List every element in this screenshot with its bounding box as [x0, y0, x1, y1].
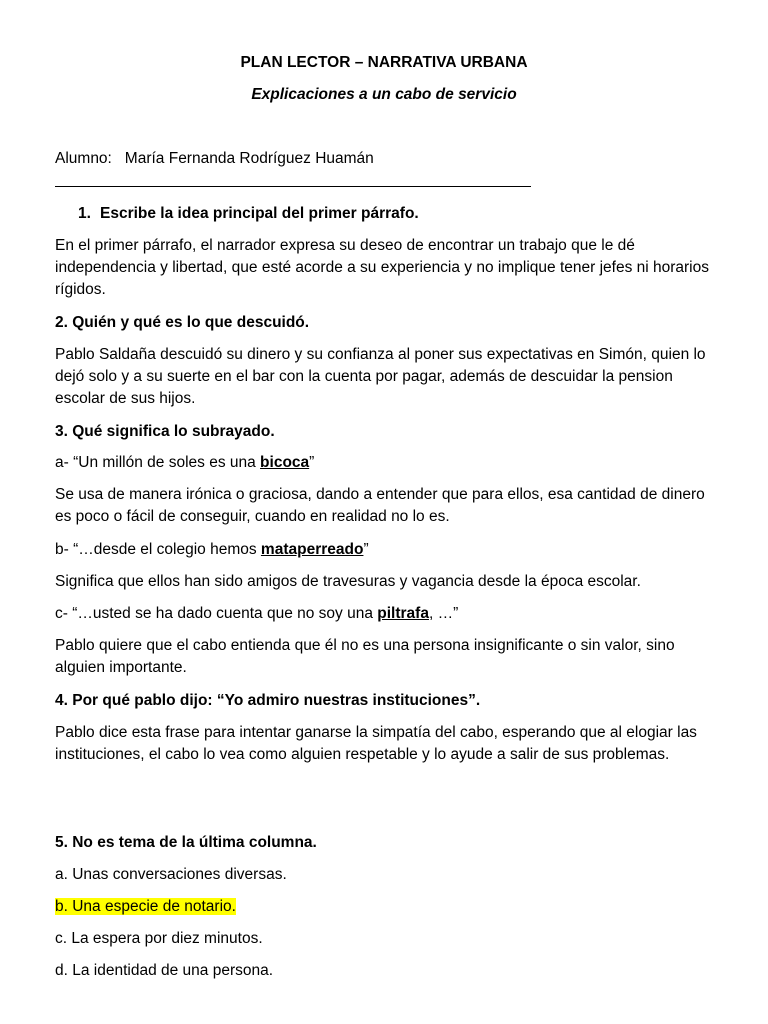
q5-option-c: c. La espera por diez minutos. — [55, 930, 263, 947]
q3c-quote: c- “…usted se ha dado cuenta que no soy una piltrafa, …” — [55, 605, 459, 622]
name-underline — [55, 186, 531, 187]
q3-heading: 3. Qué significa lo subrayado. — [55, 423, 275, 440]
q5-option-b — [55, 896, 715, 918]
student-line — [55, 148, 715, 170]
q5-heading: 5. No es tema de la última columna. — [55, 834, 317, 851]
q2-heading: 2. Quién y qué es lo que descuidó. — [55, 314, 310, 331]
q3a-quote: a- “Un millón de soles es una bicoca” — [55, 454, 315, 471]
underlined-word: piltrafa — [377, 605, 429, 622]
q1-heading: 1. Escribe la idea principal del primer párrafo. — [78, 205, 419, 222]
q3c-answer: Pablo quiere que el cabo entienda que él no es una persona insignificante o sin valor, sino alguien importante. — [55, 637, 675, 676]
student-label: Alumno: — [55, 150, 112, 167]
document-subtitle: Explicaciones a un cabo de servicio — [251, 86, 517, 103]
student-name: María Fernanda Rodríguez Huamán — [124, 150, 374, 167]
q1-answer: En el primer párrafo, el narrador expresa su deseo de encontrar un trabajo que le dé independencia y libertad, que esté acorde a su experiencia y no implique tener jefes ni horarios rígidos. — [55, 237, 709, 298]
q2-answer: Pablo Saldaña descuidó su dinero y su confianza al poner sus expectativas en Simón, quien lo dejó solo y a su suerte en el bar con la cuenta por pagar, además de descuidar la pension escolar de sus hijos. — [55, 346, 706, 407]
q3b-answer: Significa que ellos han sido amigos de travesuras y vagancia desde la época escolar. — [55, 573, 641, 590]
highlighted-answer: b. Una especie de notario. — [55, 898, 236, 915]
q4-answer: Pablo dice esta frase para intentar ganarse la simpatía del cabo, esperando que al elogiar las instituciones, el cabo lo vea como alguien respetable y lo ayude a salir de sus problemas. — [55, 724, 697, 763]
q3b-quote: b- “…desde el colegio hemos mataperreado” — [55, 541, 369, 558]
underlined-word: mataperreado — [260, 541, 364, 558]
q4-heading: 4. Por qué pablo dijo: “Yo admiro nuestras instituciones”. — [55, 692, 481, 709]
q5-option-a: a. Unas conversaciones diversas. — [55, 866, 287, 883]
q5-option-d: d. La identidad de una persona. — [55, 962, 274, 979]
underlined-word: bicoca — [260, 454, 310, 471]
document-title: PLAN LECTOR – NARRATIVA URBANA — [240, 54, 528, 71]
q3a-answer: Se usa de manera irónica o graciosa, dando a entender que para ellos, esa cantidad de dinero es poco o fácil de conseguir, cuando en realidad no lo es. — [55, 486, 705, 525]
